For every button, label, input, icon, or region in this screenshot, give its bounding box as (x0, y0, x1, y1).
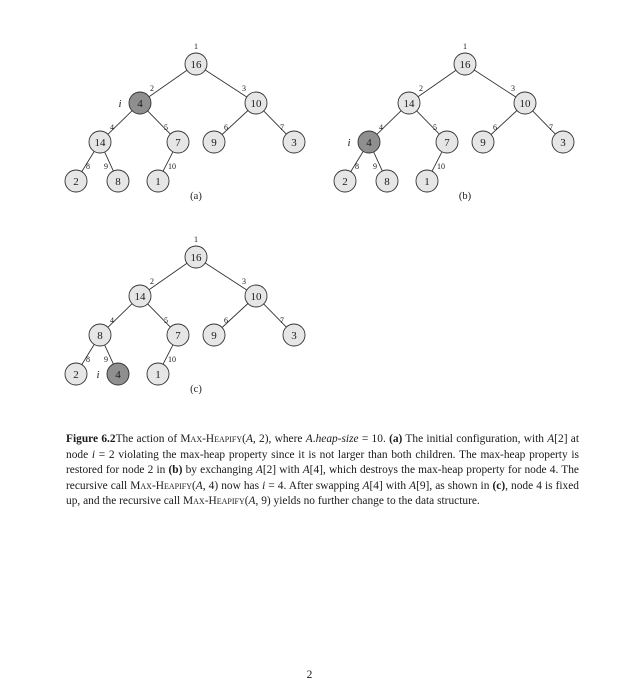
pointer-i-label: i (118, 98, 122, 110)
node-index-label: 6 (224, 123, 228, 132)
node-value: 16 (190, 252, 202, 264)
node-value: 9 (211, 137, 217, 149)
tree-edge (474, 70, 516, 97)
node-value: 10 (250, 291, 262, 303)
tree-edge (205, 263, 247, 290)
node-index-label: 3 (242, 84, 246, 93)
node-index-label: 5 (433, 123, 437, 132)
node-index-label: 8 (86, 162, 90, 171)
caption-text: The action of (115, 433, 181, 445)
node-value: 4 (366, 137, 372, 149)
node-value: 7 (175, 330, 181, 342)
node-value: 14 (134, 291, 146, 303)
node-index-label: 9 (104, 162, 108, 171)
node-index-label: 10 (168, 355, 176, 364)
node-value: 16 (459, 59, 471, 71)
pointer-i-label: i (96, 369, 100, 381)
node-index-label: 2 (150, 277, 154, 286)
node-value: 7 (175, 137, 181, 149)
node-index-label: 7 (280, 316, 284, 325)
tree-edge (149, 263, 187, 289)
heap-tree-panel (65, 42, 305, 202)
node-value: 2 (73, 176, 79, 188)
node-index-label: 6 (224, 316, 228, 325)
node-value: 8 (97, 330, 103, 342)
tree-edge (149, 70, 187, 96)
node-index-label: 7 (280, 123, 284, 132)
node-index-label: 1 (463, 42, 467, 51)
procedure-name: Max-Heapify (183, 495, 245, 508)
node-value: 14 (94, 137, 106, 149)
panel-label: (a) (190, 191, 202, 202)
node-index-label: 1 (194, 235, 198, 244)
node-value: 3 (291, 137, 297, 149)
node-value: 16 (190, 59, 202, 71)
caption-label: Figure 6.2 (66, 433, 116, 445)
node-index-label: 6 (493, 123, 497, 132)
node-index-label: 5 (164, 316, 168, 325)
node-value: 7 (444, 137, 450, 149)
node-value: 1 (155, 176, 161, 188)
figure-caption: Figure 6.2The action of Max-Heapify(A, 2), where A.heap-size = 10. (a) The initial configuration, with A[2] at node i = 2 violating the max-heap property since it is not larger than both children. The max-heap property is restored for node 2 in (b) by exchanging A[2] with A[4], which destroys the max-heap property for node 4. The recursive call Max-Heapify(A, 4) now has i = 4. After swapping A[4] with A[9], as shown in (c), node 4 is fixed up, and the recursive call Max-Heapify(A, 9) yields no further change to the data structure. (66, 433, 579, 508)
node-value: 9 (211, 330, 217, 342)
panel-label: (c) (190, 384, 202, 395)
panel-ref-b: (b) (168, 464, 183, 477)
procedure-name: Max-Heapify (180, 433, 243, 445)
node-value: 1 (155, 369, 161, 381)
node-value: 3 (291, 330, 297, 342)
node-value: 10 (250, 98, 262, 110)
node-value: 10 (519, 98, 531, 110)
panel-ref-c: (c) (492, 479, 506, 492)
tree-edge (205, 70, 247, 97)
node-value: 2 (342, 176, 348, 188)
pointer-i-label: i (347, 137, 351, 149)
page-number: 2 (306, 669, 313, 681)
node-index-label: 3 (242, 277, 246, 286)
node-value: 3 (560, 137, 566, 149)
heap-tree-panel (334, 42, 574, 202)
heap-tree-panel (65, 235, 305, 395)
panel-ref-a: (a) (389, 433, 403, 445)
node-index-label: 8 (355, 162, 359, 171)
node-value: 8 (384, 176, 390, 188)
node-index-label: 4 (379, 123, 383, 132)
panel-label: (b) (458, 191, 472, 202)
node-value: 8 (115, 176, 121, 188)
node-index-label: 5 (164, 123, 168, 132)
procedure-name: Max-Heapify (130, 479, 192, 492)
tree-edge (418, 70, 456, 96)
node-index-label: 10 (168, 162, 176, 171)
node-value: 1 (424, 176, 430, 188)
node-index-label: 4 (110, 316, 114, 325)
node-index-label: 9 (104, 355, 108, 364)
node-value: 4 (115, 369, 121, 381)
node-index-label: 3 (511, 84, 515, 93)
node-index-label: 2 (419, 84, 423, 93)
node-value: 9 (480, 137, 486, 149)
node-value: 4 (137, 98, 143, 110)
node-index-label: 9 (373, 162, 377, 171)
node-index-label: 2 (150, 84, 154, 93)
node-index-label: 10 (437, 162, 445, 171)
node-value: 2 (73, 369, 79, 381)
node-value: 14 (403, 98, 415, 110)
node-index-label: 7 (549, 123, 553, 132)
node-index-label: 4 (110, 123, 114, 132)
node-index-label: 1 (194, 42, 198, 51)
node-index-label: 8 (86, 355, 90, 364)
